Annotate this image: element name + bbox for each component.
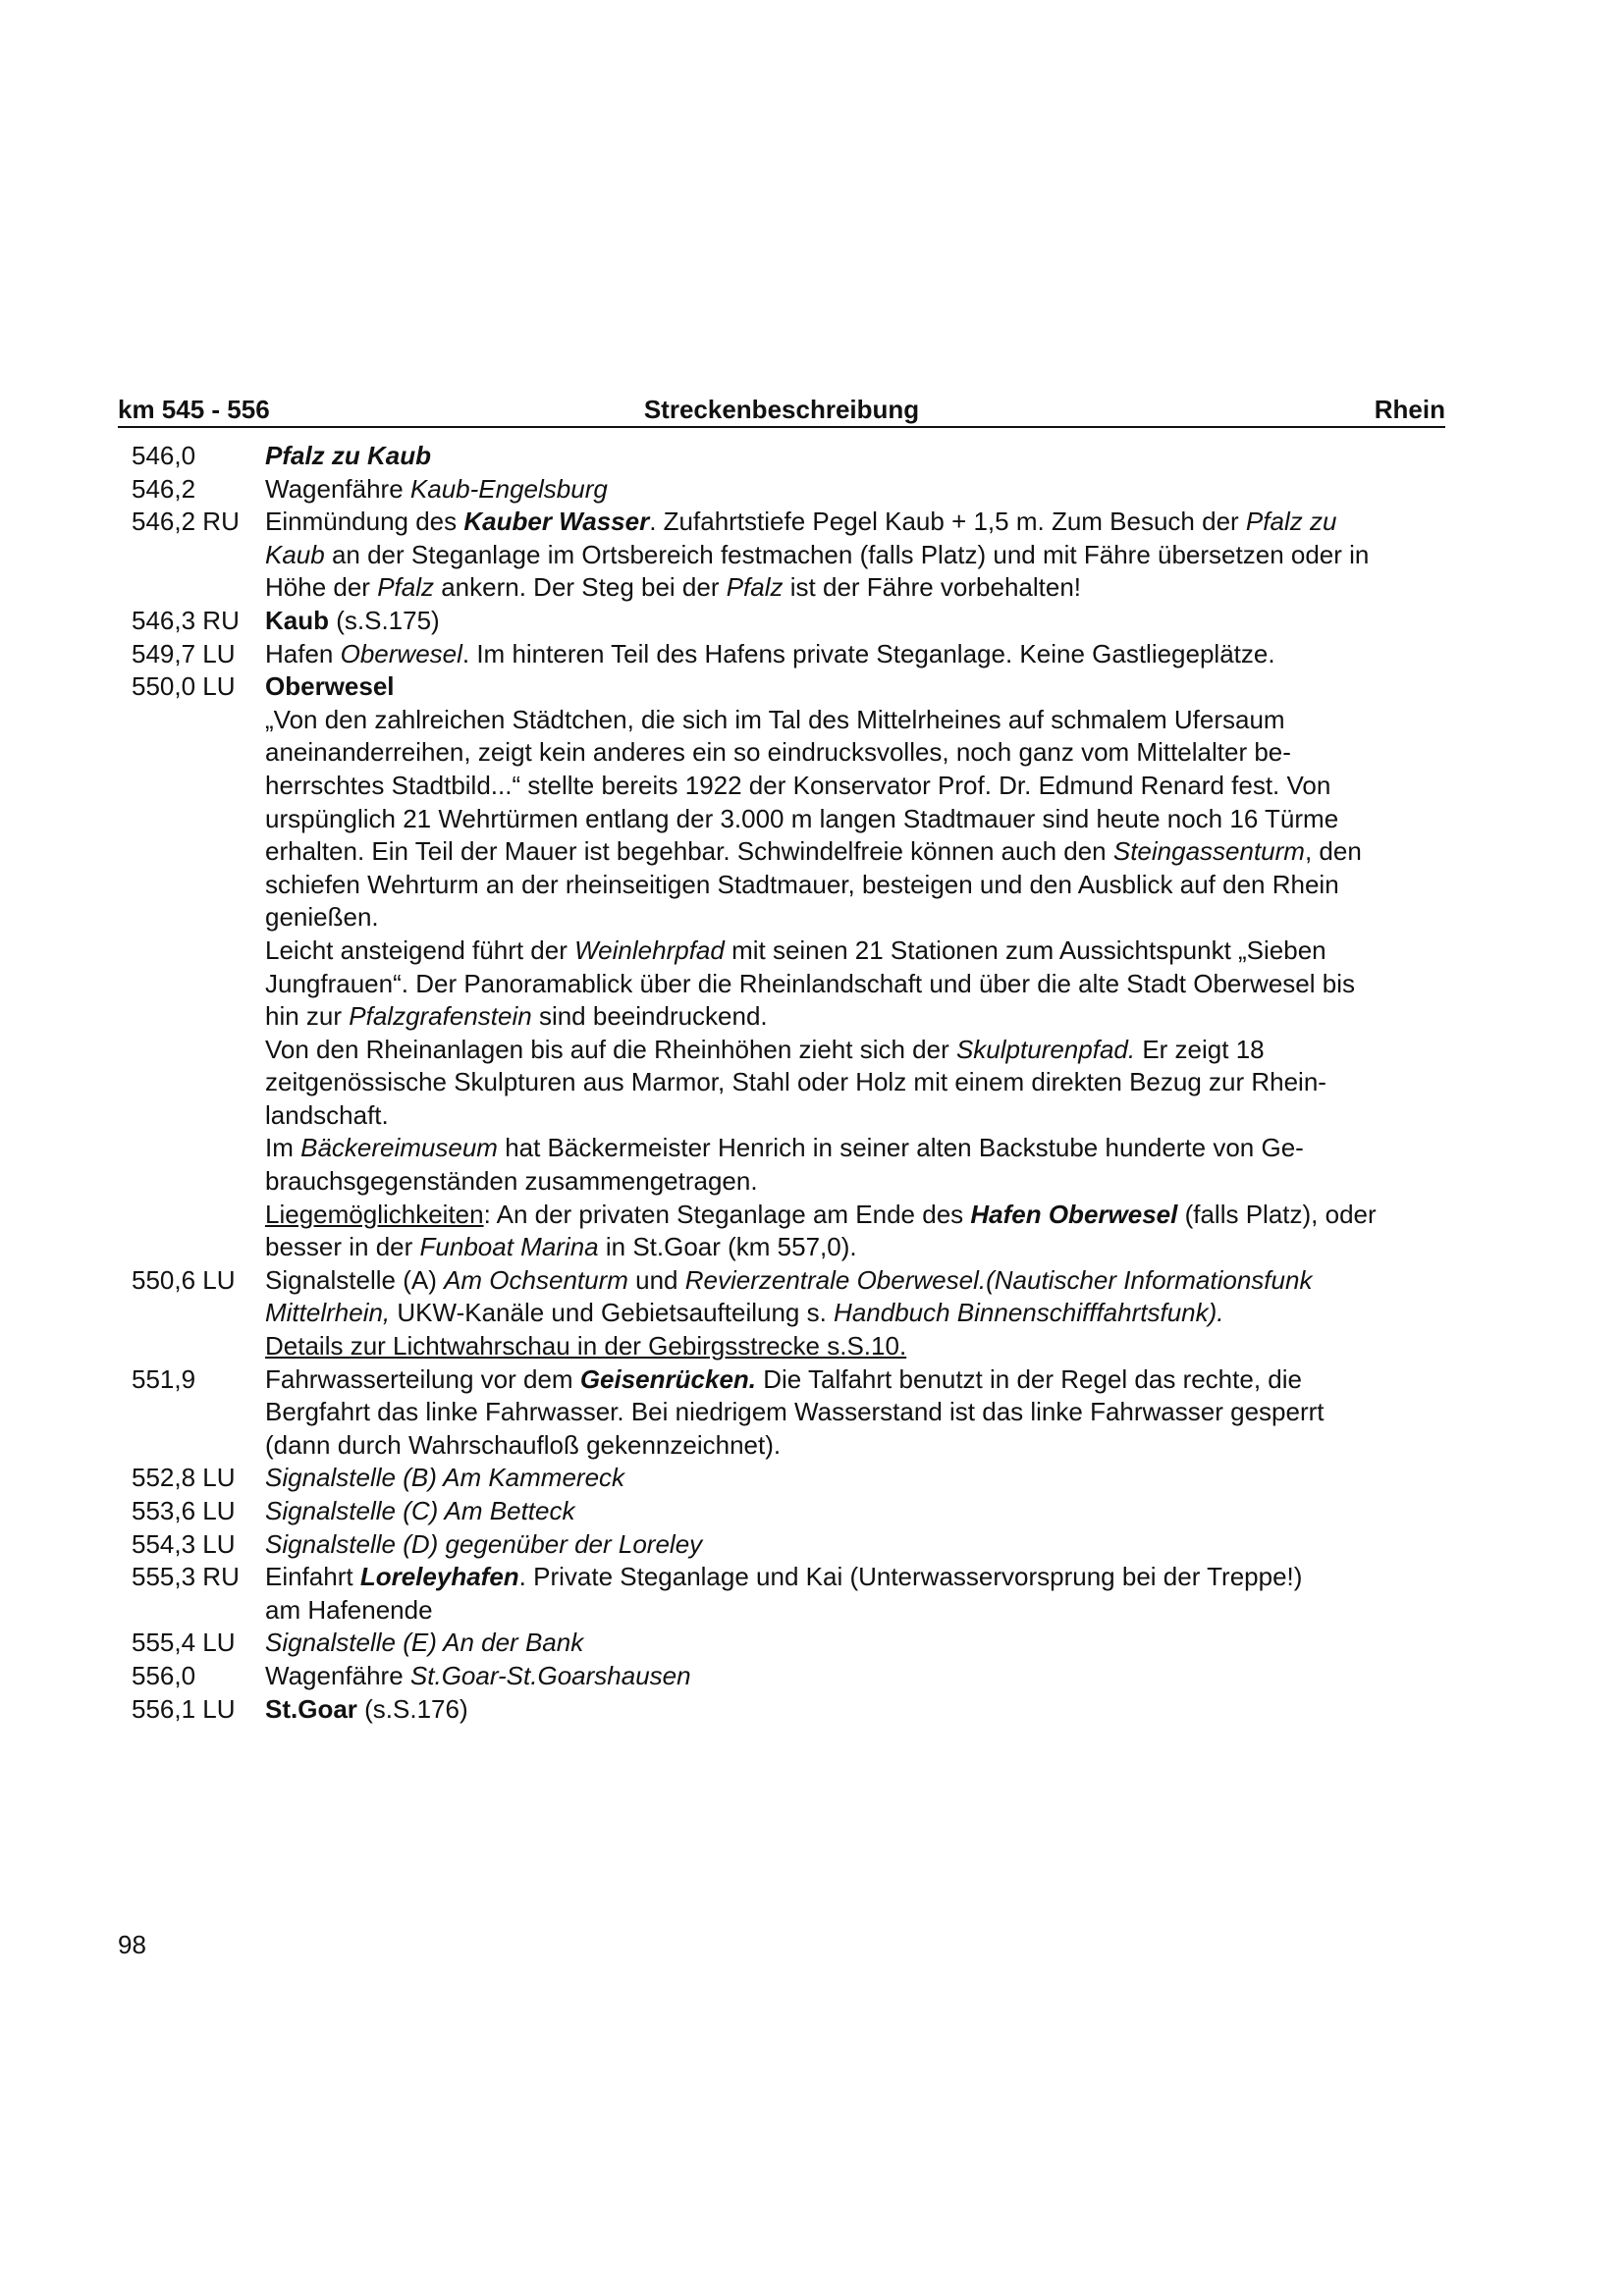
text-line <box>265 1132 1445 1165</box>
text-segment: Details zur Lichtwahrschau in der Gebirgsstrecke s.S.10. <box>265 1331 907 1362</box>
text-segment: „Von den zahlreichen Städtchen, die sich im Tal des Mittelrheines auf schmalem Ufersaum <box>265 704 1285 734</box>
page-header <box>118 393 1445 428</box>
text-segment: brauchsgegenständen zusammengetragen. <box>265 1166 758 1197</box>
text-segment: Leicht ansteigend führt der <box>265 934 575 965</box>
text-segment: Kaub-Engelsburg <box>409 473 608 504</box>
km-marker: 550,0 LU <box>132 671 236 702</box>
text-segment: ist der Fähre vorbehalten! <box>783 572 1082 603</box>
text-segment: Steingassenturm <box>1112 836 1305 867</box>
text-segment: Signalstelle (A) <box>265 1264 445 1295</box>
text-line <box>265 1264 1445 1298</box>
text-segment: . Im hinteren Teil des Hafens private Steganlage. Keine Gastliegeplätze. <box>461 638 1275 668</box>
route-entry <box>118 1495 1445 1528</box>
entry-content <box>265 1561 1445 1627</box>
entry-content <box>265 605 1445 638</box>
text-segment: Hafen Oberwesel <box>970 1199 1178 1229</box>
text-segment: und <box>627 1264 685 1295</box>
text-segment: . Private Steganlage und Kai (Unterwasservorsprung bei der Treppe!) <box>518 1562 1303 1592</box>
text-line <box>265 1528 1445 1562</box>
text-segment: besser in der <box>265 1232 420 1262</box>
text-line <box>265 1165 1445 1199</box>
text-line <box>265 670 1445 704</box>
text-segment: genießen. <box>265 902 379 933</box>
text-segment: landschaft. <box>265 1099 389 1130</box>
text-segment: UKW-Kanäle und Gebietsaufteilung s. <box>390 1298 835 1328</box>
text-segment: herrschtes Stadtbild...“ stellte bereits 1922 der Konservator Prof. Dr. Edmund Renard fest. Von <box>265 770 1331 800</box>
header-river: Rhein <box>1374 395 1445 424</box>
text-line <box>265 1330 1445 1363</box>
text-segment: (falls Platz), oder <box>1177 1199 1377 1229</box>
text-line <box>265 506 1445 539</box>
km-marker: 546,2 RU <box>132 507 240 537</box>
text-segment: Pfalz <box>726 572 784 603</box>
text-line <box>265 1066 1445 1099</box>
text-segment: Kaub <box>265 539 325 569</box>
km-marker: 554,3 LU <box>132 1528 236 1559</box>
route-description-list <box>118 440 1445 1726</box>
km-marker: 556,1 LU <box>132 1693 236 1724</box>
text-segment: hin zur <box>265 1001 350 1032</box>
text-segment: Am Ochsenturm <box>444 1264 628 1295</box>
text-segment: Handbuch Binnenschifffahrtsfunk). <box>834 1298 1224 1328</box>
entry-content <box>265 670 1445 1264</box>
text-segment: Bergfahrt das linke Fahrwasser. Bei niedrigem Wasserstand ist das linke Fahrwasser gesperrt <box>265 1397 1325 1427</box>
entry-content <box>265 473 1445 507</box>
text-line <box>265 1199 1445 1232</box>
text-line <box>265 1495 1445 1528</box>
text-line <box>265 803 1445 836</box>
text-segment: Pfalz <box>377 572 434 603</box>
entry-content <box>265 1264 1445 1363</box>
text-segment: erhalten. Ein Teil der Mauer ist begehbar. Schwindelfreie können auch den <box>265 836 1113 867</box>
entry-content <box>265 1495 1445 1528</box>
text-line <box>265 1099 1445 1133</box>
km-marker: 549,7 LU <box>132 638 236 668</box>
text-segment: Oberwesel <box>265 671 395 702</box>
text-segment: Hafen <box>265 638 341 668</box>
text-line <box>265 835 1445 869</box>
text-line <box>265 934 1445 968</box>
text-segment: : An der privaten Steganlage am Ende des <box>483 1199 971 1229</box>
text-segment: Einmündung des <box>265 507 464 537</box>
text-segment: Oberwesel <box>340 638 462 668</box>
text-segment: schiefen Wehrturm an der rheinseitigen Stadtmauer, besteigen und den Ausblick auf den Rhein <box>265 869 1339 899</box>
text-segment: Kauber Wasser <box>463 507 650 537</box>
km-marker: 546,3 RU <box>132 605 240 635</box>
text-segment: Signalstelle (B) Am Kammereck <box>265 1463 625 1493</box>
km-marker: 550,6 LU <box>132 1264 236 1295</box>
text-segment: Die Talfahrt benutzt in der Regel das rechte, die <box>756 1363 1302 1394</box>
entry-content <box>265 1693 1445 1727</box>
text-segment: (s.S.175) <box>329 605 440 635</box>
entry-content <box>265 440 1445 473</box>
text-segment: (s.S.176) <box>356 1693 468 1724</box>
route-entry <box>118 1462 1445 1495</box>
entry-content <box>265 1462 1445 1495</box>
route-entry <box>118 440 1445 473</box>
text-segment: in St.Goar (km 557,0). <box>598 1232 857 1262</box>
text-line <box>265 901 1445 934</box>
text-segment: Im <box>265 1133 301 1163</box>
text-segment: Skulpturenpfad. <box>955 1034 1136 1064</box>
text-segment: Pfalzgrafenstein <box>349 1001 532 1032</box>
text-line <box>265 1000 1445 1034</box>
text-segment: Von den Rheinanlagen bis auf die Rheinhöhen zieht sich der <box>265 1034 956 1064</box>
text-segment: sind beeindruckend. <box>531 1001 768 1032</box>
text-segment: Revierzentrale Oberwesel.(Nautischer Informationsfunk <box>684 1264 1313 1295</box>
text-segment: Signalstelle (D) gegenüber der Loreley <box>265 1528 703 1559</box>
page-number: 98 <box>118 1930 146 1959</box>
text-line <box>265 704 1445 737</box>
km-marker: 553,6 LU <box>132 1496 236 1525</box>
entry-content <box>265 638 1445 671</box>
text-segment: Mittelrhein, <box>265 1298 391 1328</box>
text-segment: Pfalz zu <box>1245 507 1337 537</box>
header-title: Streckenbeschreibung <box>643 395 920 424</box>
text-segment: St.Goar <box>265 1693 357 1724</box>
route-entry <box>118 670 1445 1264</box>
text-line <box>265 1561 1445 1594</box>
route-entry <box>118 1561 1445 1627</box>
text-line <box>265 638 1445 671</box>
text-segment: Geisenrücken. <box>579 1363 757 1394</box>
km-marker: 551,9 <box>132 1363 196 1394</box>
text-segment: Signalstelle (C) Am Betteck <box>265 1496 575 1525</box>
route-entry <box>118 605 1445 638</box>
text-segment: ankern. Der Steg bei der <box>434 572 727 603</box>
km-marker: 546,2 <box>132 473 196 504</box>
text-segment: zeitgenössische Skulpturen aus Marmor, Stahl oder Holz mit einem direkten Bezug zur Rhein- <box>265 1067 1326 1097</box>
text-segment: Funboat Marina <box>419 1232 599 1262</box>
text-line <box>265 1627 1445 1660</box>
text-segment: urspünglich 21 Wehrtürmen entlang der 3.000 m langen Stadtmauer sind heute noch 16 Türme <box>265 803 1339 833</box>
text-line <box>265 473 1445 507</box>
text-line <box>265 869 1445 902</box>
text-line <box>265 1660 1445 1693</box>
route-entry <box>118 1528 1445 1562</box>
text-segment: Er zeigt 18 <box>1135 1034 1265 1064</box>
text-segment: hat Bäckermeister Henrich in seiner alten Backstube hunderte von Ge- <box>497 1133 1304 1163</box>
text-segment: am Hafenende <box>265 1594 433 1625</box>
text-line <box>265 1594 1445 1628</box>
route-entry <box>118 473 1445 507</box>
header-range: km 545 - 556 <box>118 395 270 424</box>
km-marker: 552,8 LU <box>132 1463 236 1493</box>
text-line <box>265 770 1445 803</box>
text-line <box>265 1462 1445 1495</box>
route-entry <box>118 1264 1445 1363</box>
text-segment: Jungfrauen“. Der Panoramablick über die Rheinlandschaft und über die alte Stadt Oberwesel bis <box>265 968 1355 998</box>
text-line <box>265 1297 1445 1330</box>
entry-content <box>265 1660 1445 1693</box>
text-segment: Signalstelle (E) An der Bank <box>265 1628 584 1658</box>
km-marker: 555,4 LU <box>132 1628 236 1658</box>
km-marker: 556,0 <box>132 1660 196 1690</box>
text-segment: an der Steganlage im Ortsbereich festmachen (falls Platz) und mit Fähre übersetzen oder in <box>324 539 1370 569</box>
entry-content <box>265 1363 1445 1463</box>
entry-content <box>265 1627 1445 1660</box>
route-entry <box>118 1363 1445 1463</box>
text-segment: Wagenfähre <box>265 473 410 504</box>
text-line <box>265 571 1445 605</box>
text-line <box>265 1396 1445 1429</box>
text-segment: Loreleyhafen <box>359 1562 519 1592</box>
text-segment: (dann durch Wahrschaufloß gekennzeichnet). <box>265 1429 782 1460</box>
text-line <box>265 1363 1445 1397</box>
text-segment: Fahrwasserteilung vor dem <box>265 1363 580 1394</box>
text-segment: Wagenfähre <box>265 1660 410 1690</box>
text-segment: Weinlehrpfad <box>574 934 725 965</box>
route-entry <box>118 1693 1445 1727</box>
text-segment: mit seinen 21 Stationen zum Aussichtspunkt „Sieben <box>724 934 1326 965</box>
text-line <box>265 605 1445 638</box>
route-entry <box>118 638 1445 671</box>
text-segment: St.Goar-St.Goarshausen <box>409 1660 691 1690</box>
text-line <box>265 440 1445 473</box>
text-line <box>265 1693 1445 1727</box>
text-segment: Bäckereimuseum <box>300 1133 498 1163</box>
text-line <box>265 736 1445 770</box>
route-entry <box>118 506 1445 605</box>
text-segment: . Zufahrtstiefe Pegel Kaub + 1,5 m. Zum Besuch der <box>649 507 1246 537</box>
entry-content <box>265 506 1445 605</box>
text-segment: Kaub <box>265 605 329 635</box>
text-segment: Höhe der <box>265 572 378 603</box>
km-marker: 555,3 RU <box>132 1562 240 1592</box>
route-entry <box>118 1627 1445 1660</box>
text-line <box>265 539 1445 572</box>
text-line <box>265 1429 1445 1463</box>
text-segment: Pfalz zu Kaub <box>265 441 432 470</box>
km-marker: 546,0 <box>132 441 196 470</box>
text-line <box>265 968 1445 1001</box>
text-segment: , den <box>1304 836 1362 867</box>
text-segment: aneinanderreihen, zeigt kein anderes ein so eindrucksvolles, noch ganz vom Mittelalter be- <box>265 737 1291 768</box>
text-segment: Liegemöglichkeiten <box>265 1199 484 1229</box>
route-entry <box>118 1660 1445 1693</box>
text-segment: Einfahrt <box>265 1562 360 1592</box>
entry-content <box>265 1528 1445 1562</box>
text-line <box>265 1034 1445 1067</box>
text-line <box>265 1231 1445 1264</box>
